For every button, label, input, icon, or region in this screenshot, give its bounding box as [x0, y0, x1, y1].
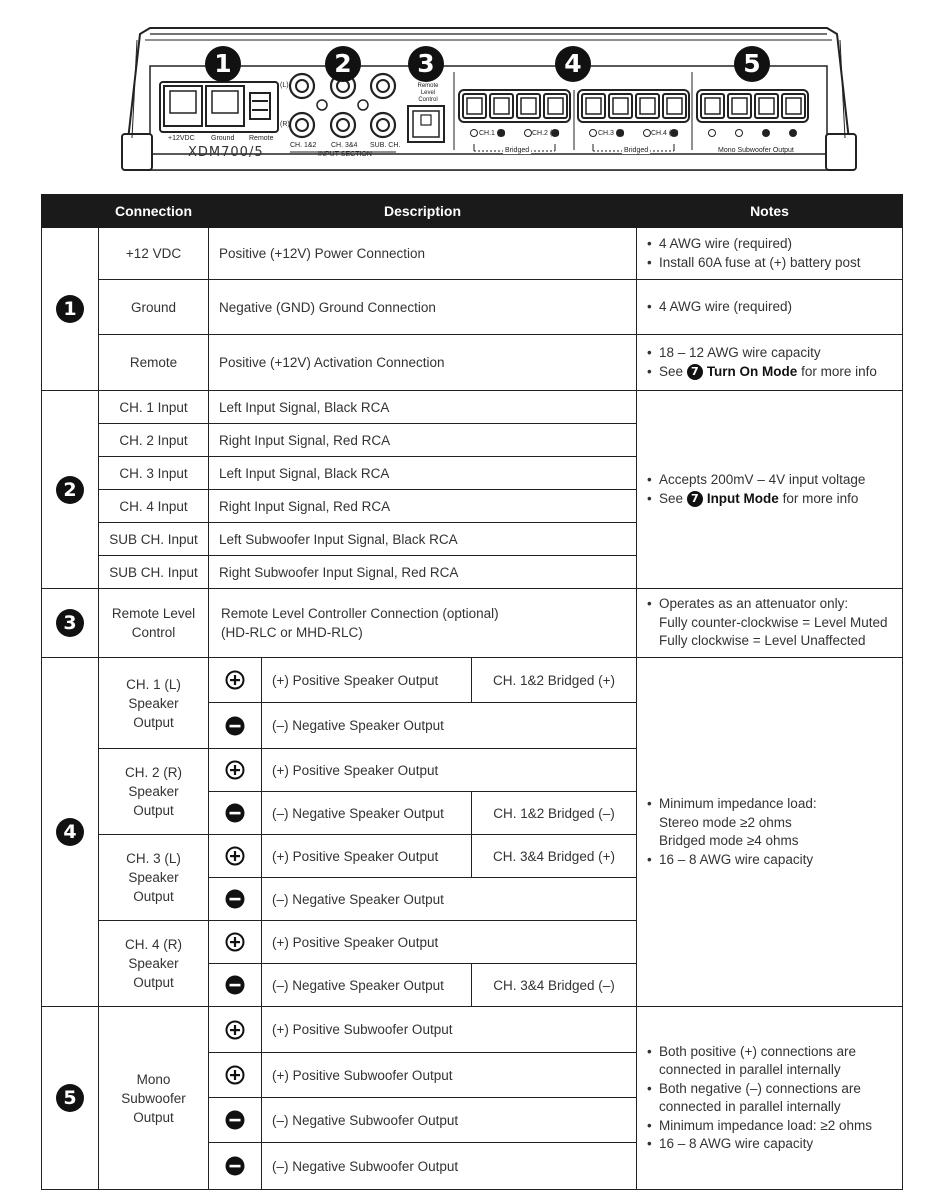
plus-circle-icon: [225, 760, 245, 780]
connection-line: Remote Level: [111, 606, 196, 621]
icon-cell: [209, 749, 262, 792]
connection-cell: SUB CH. Input: [99, 556, 209, 589]
description-cell: Right Input Signal, Red RCA: [209, 424, 637, 457]
icon-cell: [209, 964, 262, 1007]
section-3-number: 3: [56, 609, 84, 637]
note-see-suffix: for more info: [782, 490, 859, 506]
section-5-number: 5: [56, 1084, 84, 1112]
minus-circle-icon: [225, 1156, 245, 1176]
connection-line: CH. 1 (L): [126, 676, 181, 692]
plus-circle-icon: [225, 1065, 245, 1085]
note-item: • Both negative (–) connections are: [647, 1080, 894, 1099]
bridged-cell: CH. 3&4 Bridged (–): [472, 964, 637, 1007]
description-cell: Right Subwoofer Input Signal, Red RCA: [209, 556, 637, 589]
connection-cell: [99, 1007, 209, 1190]
note-item: • Minimum impedance load: ≥2 ohms: [647, 1117, 894, 1136]
bridged-label-12: Bridged: [505, 147, 530, 154]
bridged-cell: CH. 3&4 Bridged (+): [472, 835, 637, 878]
bridged-cell: CH. 1&2 Bridged (–): [472, 792, 637, 835]
section-1-number: 1: [56, 295, 84, 323]
connection-cell: [99, 921, 209, 1007]
table-row: [42, 658, 903, 703]
note-see-suffix: for more info: [801, 363, 877, 379]
section-2-cell: [42, 391, 99, 589]
model-name: XDM700/5: [188, 145, 264, 160]
description-cell: Positive (+12V) Activation Connection: [209, 335, 637, 391]
speaker-ch3-label: CH.3 (L): [598, 130, 625, 137]
minus-circle-icon: [225, 975, 245, 995]
connection-line: Mono: [136, 1071, 171, 1087]
note-line: Fully counter-clockwise = Level Muted: [659, 614, 888, 630]
connection-cell: +12 VDC: [99, 228, 209, 280]
section-2-number: 2: [56, 476, 84, 504]
description-cell: Left Subwoofer Input Signal, Black RCA: [209, 523, 637, 556]
description-cell: Positive (+12V) Power Connection: [209, 228, 637, 280]
section-3-badge: 3: [408, 46, 444, 82]
table-header-row: [42, 195, 903, 228]
notes-cell: [637, 589, 903, 658]
output-cell: (+) Positive Speaker Output: [262, 658, 472, 703]
plus-circle-icon: [225, 670, 245, 690]
icon-cell: [209, 878, 262, 921]
power-label-12vdc: +12VDC: [168, 135, 195, 142]
section-1-badge: 1: [205, 46, 241, 82]
speaker-terminals: [459, 90, 808, 122]
note-item-see: [647, 490, 894, 509]
header-notes: Notes: [637, 195, 903, 228]
icon-cell: [209, 921, 262, 964]
header-connection: Connection: [99, 195, 209, 228]
connection-cell: SUB CH. Input: [99, 523, 209, 556]
icon-cell: [209, 703, 262, 749]
power-label-ground: Ground: [211, 135, 235, 142]
note-item: • 16 – 8 AWG wire capacity: [647, 851, 894, 870]
header-blank: [42, 195, 99, 228]
description-cell: [209, 589, 637, 658]
icon-cell: [209, 835, 262, 878]
output-cell: (+) Positive Speaker Output: [262, 921, 637, 964]
input-mode-ref: Input Mode: [706, 490, 779, 506]
table-row: [42, 589, 903, 658]
note-line: connected in parallel internally: [659, 1099, 841, 1114]
output-cell: (–) Negative Speaker Output: [262, 703, 637, 749]
note-see-prefix: See: [659, 363, 684, 379]
icon-cell: [209, 1098, 262, 1143]
output-cell: (–) Negative Subwoofer Output: [262, 1143, 637, 1190]
input-right-label: (R): [280, 121, 290, 128]
connection-cell: [99, 749, 209, 835]
notes-cell: [637, 391, 903, 589]
note-line: Bridged mode ≥4 ohms: [659, 833, 799, 848]
section-1-cell: [42, 228, 99, 391]
table-row: [42, 228, 903, 280]
connection-cell: [99, 589, 209, 658]
section-5-cell: [42, 1007, 99, 1190]
connection-line: Speaker: [128, 784, 179, 799]
table-row: [42, 391, 903, 424]
mono-sub-label: Mono Subwoofer Output: [718, 147, 794, 154]
icon-cell: [209, 1143, 262, 1190]
section-4-number: 4: [56, 818, 84, 846]
plus-circle-icon: [225, 932, 245, 952]
note-item: • Both positive (+) connections are: [647, 1043, 894, 1062]
description-cell: Left Input Signal, Black RCA: [209, 391, 637, 424]
table-row: [42, 1007, 903, 1053]
connection-line: Speaker: [128, 695, 179, 711]
minus-circle-icon: [225, 803, 245, 823]
minus-circle-icon: [225, 889, 245, 909]
note-item: • Accepts 200mV – 4V input voltage: [647, 471, 894, 490]
note-item: • 4 AWG wire (required): [647, 235, 894, 254]
amplifier-panel-diagram: [0, 0, 935, 190]
output-cell: (–) Negative Subwoofer Output: [262, 1098, 637, 1143]
note-see-prefix: See: [659, 490, 684, 506]
note-item-see: [647, 363, 894, 382]
output-cell: (+) Positive Subwoofer Output: [262, 1007, 637, 1053]
connection-line: Speaker: [128, 870, 179, 885]
output-cell: (–) Negative Speaker Output: [262, 878, 637, 921]
note-line: Fully clockwise = Level Unaffected: [659, 633, 866, 649]
speaker-ch4-label: CH.4 (R): [651, 130, 679, 137]
icon-cell: [209, 792, 262, 835]
connection-line: CH. 4 (R): [125, 937, 182, 952]
notes-cell: [637, 228, 903, 280]
connection-line: Output: [133, 889, 174, 904]
note-line: Stereo mode ≥2 ohms: [659, 814, 792, 830]
remote-level-label: Remote Level Control: [417, 83, 439, 103]
minus-circle-icon: [225, 1110, 245, 1130]
output-cell: (–) Negative Speaker Output: [262, 792, 472, 835]
section-4-badge: 4: [555, 46, 591, 82]
icon-cell: [209, 1053, 262, 1098]
note-line: connected in parallel internally: [659, 1062, 841, 1077]
section-3-cell: [42, 589, 99, 658]
connection-cell: Ground: [99, 280, 209, 335]
notes-cell: [637, 280, 903, 335]
connection-line: Output: [133, 975, 174, 990]
note-item: • Operates as an attenuator only:: [647, 595, 894, 614]
connection-line: Speaker: [128, 956, 179, 971]
connection-line: Subwoofer: [121, 1090, 186, 1106]
turn-on-mode-ref: Turn On Mode: [706, 363, 798, 379]
description-line: Remote Level Controller Connection (optional): [221, 606, 499, 621]
plus-circle-icon: [225, 1020, 245, 1040]
output-cell: (+) Positive Subwoofer Output: [262, 1053, 637, 1098]
description-cell: Negative (GND) Ground Connection: [209, 280, 637, 335]
connection-table: [41, 194, 903, 1190]
connection-cell: CH. 4 Input: [99, 490, 209, 523]
connection-line: Output: [133, 1109, 174, 1125]
speaker-ch1-label: CH.1 (L): [479, 130, 506, 137]
minus-circle-icon: [225, 716, 245, 736]
connection-line: Control: [131, 625, 176, 640]
notes-cell: [637, 658, 903, 1007]
connection-cell: CH. 3 Input: [99, 457, 209, 490]
notes-cell: [637, 335, 903, 391]
connection-line: Output: [133, 714, 174, 730]
connection-cell: CH. 1 Input: [99, 391, 209, 424]
input-left-label: (L): [280, 82, 289, 89]
note-item: • 4 AWG wire (required): [647, 298, 894, 317]
description-line: (HD-RLC or MHD-RLC): [221, 625, 363, 640]
input-ch34-label: CH. 3&4: [331, 142, 358, 149]
step-7-badge: 7: [687, 491, 703, 507]
input-section-label: INPUT SECTION: [318, 151, 372, 158]
output-cell: (+) Positive Speaker Output: [262, 835, 472, 878]
connection-line: CH. 2 (R): [125, 765, 182, 780]
amplifier-body-illustration: [0, 0, 935, 190]
input-sub-label: SUB. CH.: [370, 142, 401, 149]
icon-cell: [209, 658, 262, 703]
connection-cell: CH. 2 Input: [99, 424, 209, 457]
connection-cell: [99, 835, 209, 921]
connection-cell: [99, 658, 209, 749]
power-label-remote: Remote: [249, 135, 274, 142]
section-4-cell: [42, 658, 99, 1007]
connection-cell: Remote: [99, 335, 209, 391]
description-cell: Left Input Signal, Black RCA: [209, 457, 637, 490]
header-description: Description: [209, 195, 637, 228]
step-7-badge: 7: [687, 364, 703, 380]
note-item: • 18 – 12 AWG wire capacity: [647, 344, 894, 363]
connection-line: Output: [133, 803, 174, 818]
description-cell: Right Input Signal, Red RCA: [209, 490, 637, 523]
bridged-label-34: Bridged: [624, 147, 649, 154]
note-item: • Install 60A fuse at (+) battery post: [647, 254, 894, 273]
speaker-ch2-label: CH.2 (R): [532, 130, 560, 137]
connection-line: CH. 3 (L): [126, 851, 181, 866]
table-row: [42, 280, 903, 335]
section-5-badge: 5: [734, 46, 770, 82]
bridged-cell: CH. 1&2 Bridged (+): [472, 658, 637, 703]
section-2-badge: 2: [325, 46, 361, 82]
notes-cell: [637, 1007, 903, 1190]
icon-cell: [209, 1007, 262, 1053]
note-item: • Minimum impedance load:: [647, 795, 894, 814]
output-cell: (+) Positive Speaker Output: [262, 749, 637, 792]
output-cell: (–) Negative Speaker Output: [262, 964, 472, 1007]
plus-circle-icon: [225, 846, 245, 866]
table-row: [42, 335, 903, 391]
remote-terminal: [250, 93, 270, 119]
note-item: • 16 – 8 AWG wire capacity: [647, 1135, 894, 1154]
input-ch12-label: CH. 1&2: [290, 142, 317, 149]
